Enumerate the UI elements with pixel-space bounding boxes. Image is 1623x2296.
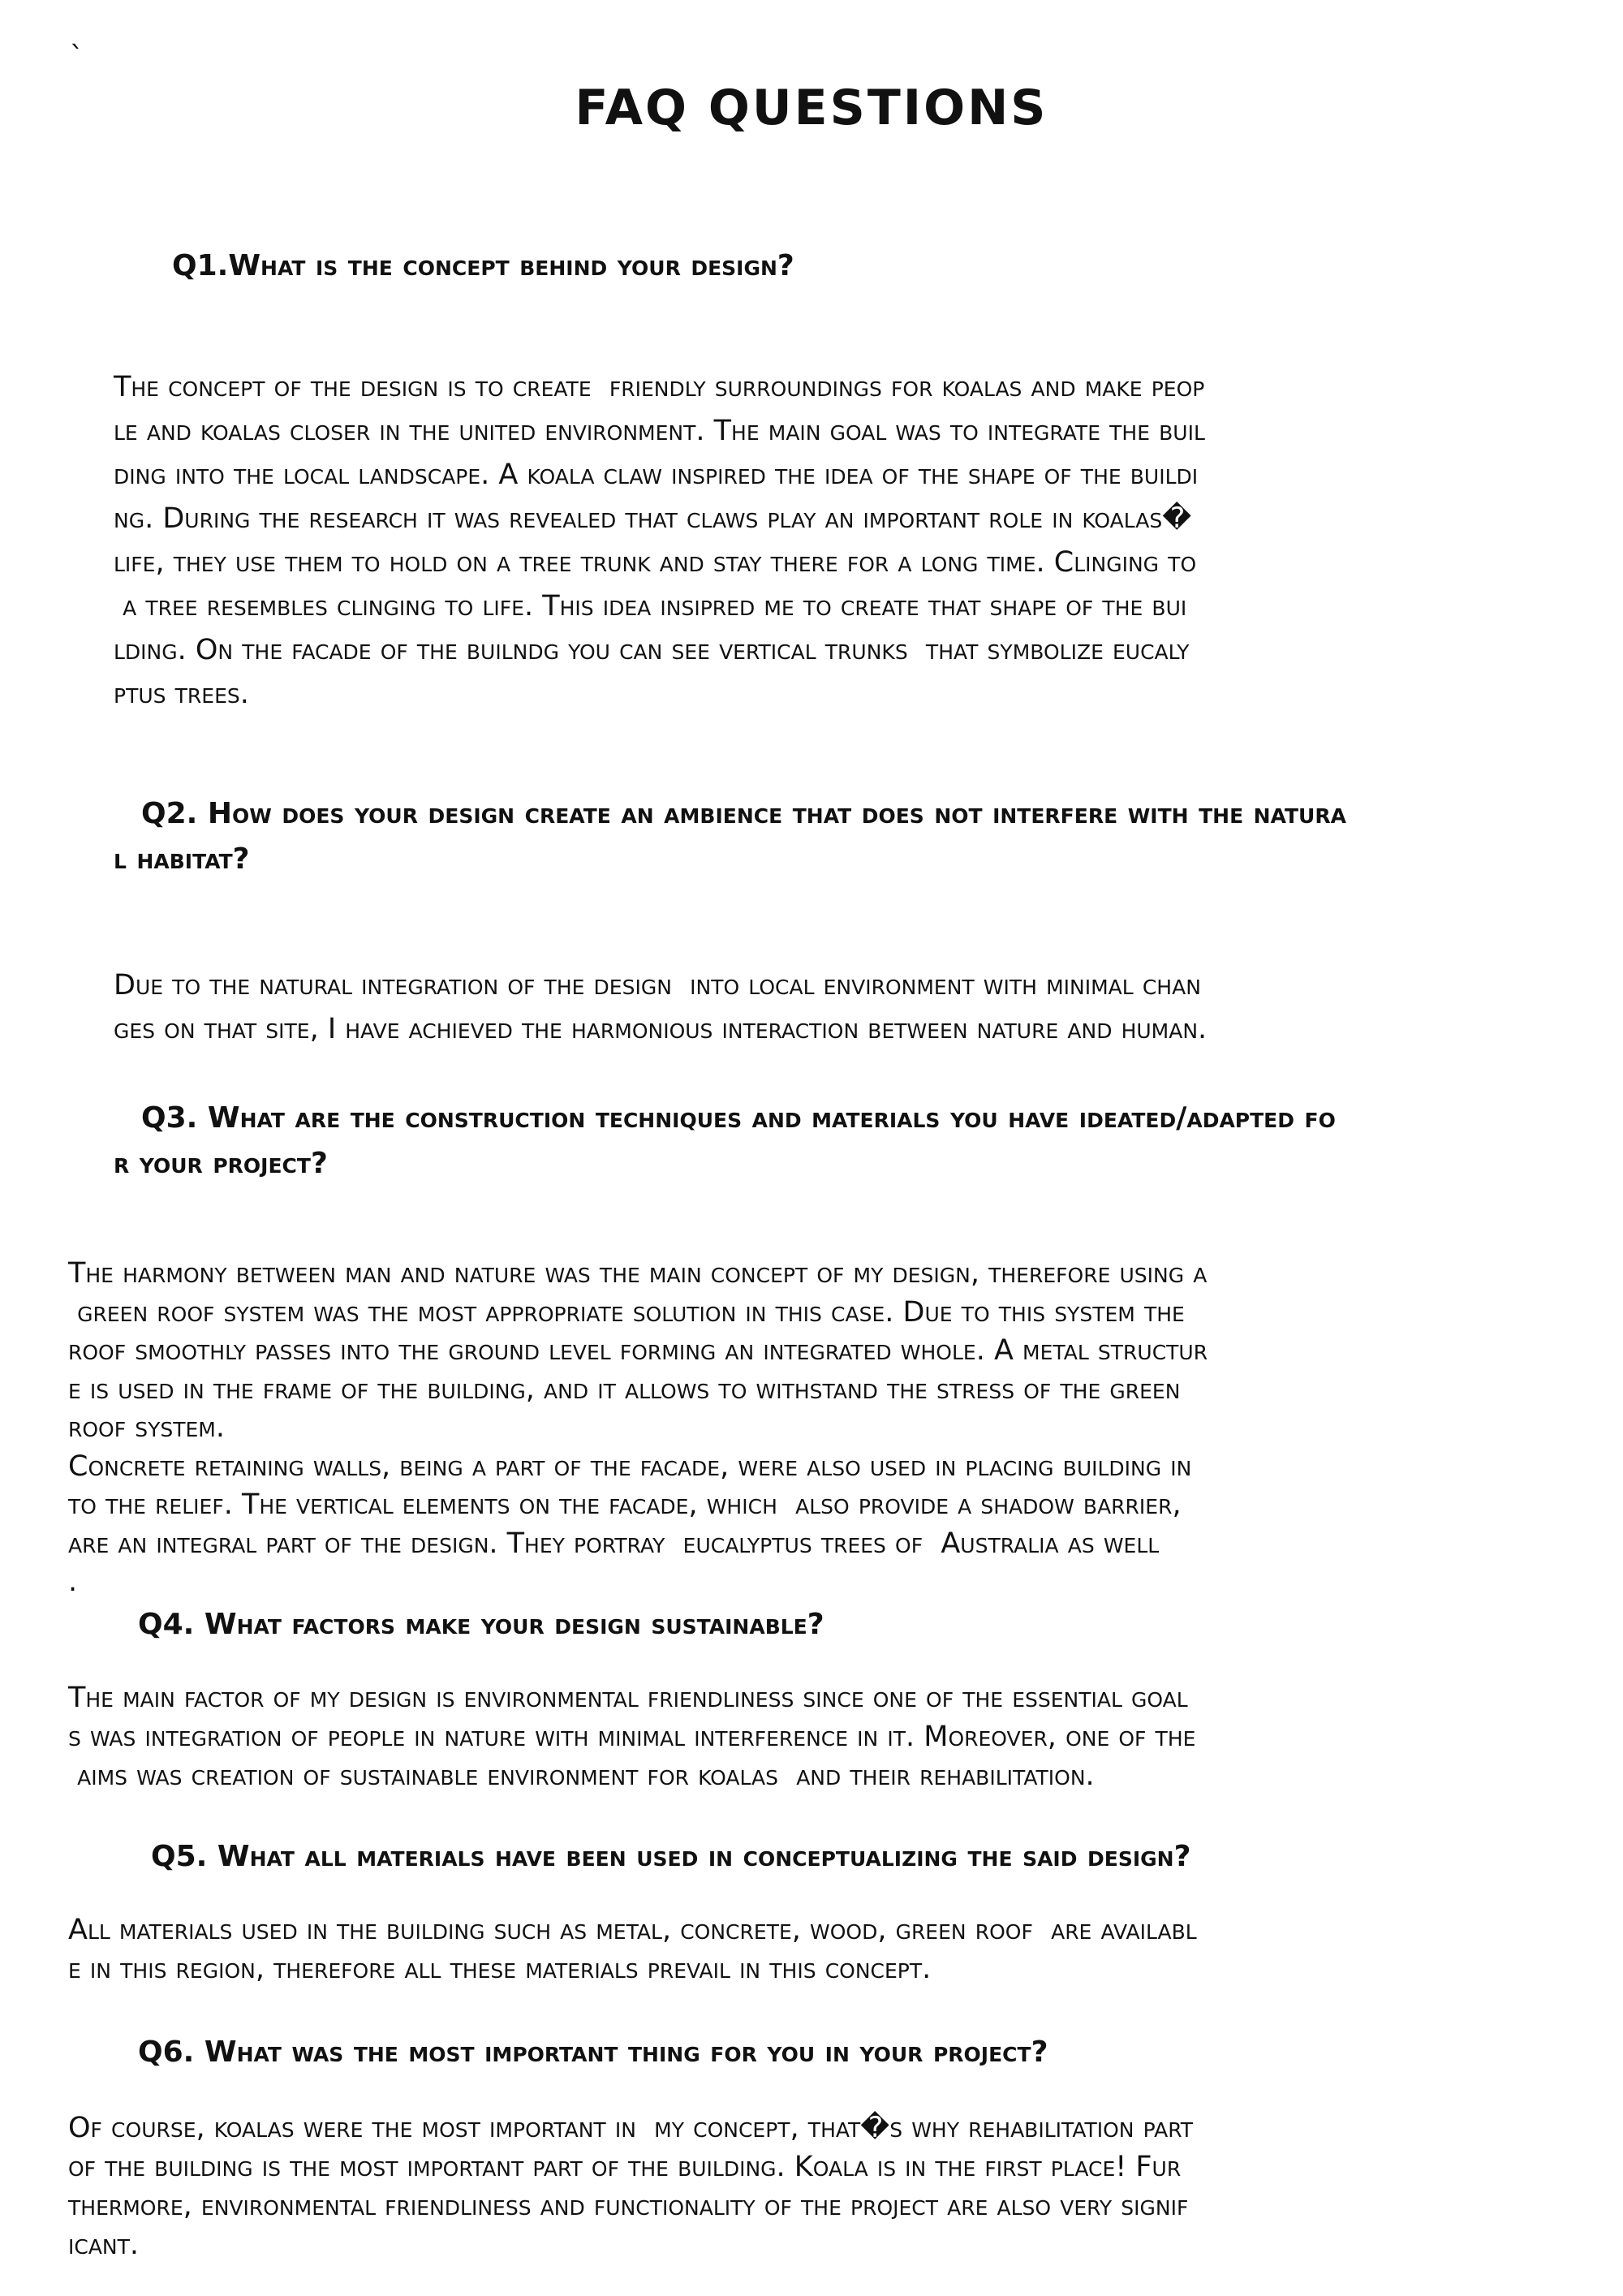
answer-line: to the relief. The vertical elements on the facade, which also provide a shadow barrier, [68,1488,1182,1521]
answer-line: Due to the natural integration of the design into local environment with minimal chan [114,969,1201,1002]
question-line: Q2. How does your design create an ambience that does not interfere with the natura [141,797,1346,830]
answer-line: All materials used in the building such as metal, concrete, wood, green roof are availabl [68,1914,1197,1946]
answer-line: roof system. [68,1411,226,1444]
answer-line: a tree resembles clinging to life. This idea insipred me to create that shape of the bui [114,590,1187,622]
faq-question-5 [151,1834,1190,1880]
answer-line: le and koalas closer in the united environment. The main goal was to integrate the buil [114,415,1205,447]
answer-line: roof smoothly passes into the ground level forming an integrated whole. A metal structur [68,1334,1208,1367]
answer-line: . [68,1566,78,1598]
faq-answer-5 [68,1910,1197,1988]
answer-line: ng. During the research it was revealed that claws play an important role in koalas� [114,502,1192,535]
answer-line: Concrete retaining walls, being a part of the facade, were also used in placing building in [68,1450,1192,1483]
page-title: FAQ QUESTIONS [575,80,1048,136]
answer-line: e in this region, therefore all these materials prevail in this concept. [68,1953,932,1985]
answer-line: ges on that site, I have achieved the harmonious interaction between nature and human. [114,1013,1208,1045]
question-line: Q3. What are the construction techniques and materials you have ideated/adapted fo [141,1101,1336,1135]
faq-answer-1 [114,365,1205,716]
answer-line: green roof system was the most appropriate solution in this case. Due to this system the [68,1295,1185,1329]
answer-line: s was integration of people in nature with minimal interference in it. Moreover, one of the [68,1721,1196,1753]
answer-line: The main factor of my design is environmental friendliness since one of the essential goal [68,1682,1188,1714]
faq-question-2 [114,791,1346,882]
answer-line: of the building is the most important part of the building. Koala is in the first place! Fur [68,2151,1182,2183]
question-line: Q1.What is the concept behind your design? [172,249,794,282]
answer-line: life, they use them to hold on a tree trunk and stay there for a long time. Clinging to [114,546,1197,579]
faq-answer-6 [68,2109,1193,2264]
question-line: Q6. What was the most important thing for you in your project? [138,2035,1048,2069]
faq-answer-4 [68,1678,1195,1795]
answer-line: are an integral part of the design. They portray eucalyptus trees of Australia as well [68,1527,1160,1560]
faq-answer-2 [114,963,1207,1051]
stray-mark: ` [70,41,84,73]
answer-line: ptus trees. [114,678,249,710]
faq-question-1 [172,243,794,289]
answer-line: Of course, koalas were the most important in my concept, that�s why rehabilitation part [68,2112,1194,2144]
answer-line: The harmony between man and nature was the main concept of my design, therefore using a [68,1257,1208,1290]
faq-question-3 [114,1096,1336,1187]
question-line: r your project? [114,1147,328,1180]
faq-question-4 [138,1602,824,1648]
question-line: Q4. What factors make your design sustainable? [138,1608,824,1641]
question-line: Q5. What all materials have been used in conceptualizing the said design? [151,1840,1191,1873]
question-line: l habitat? [114,842,250,876]
answer-line: ding into the local landscape. A koala claw inspired the idea of the shape of the buildi [114,459,1199,491]
answer-line: e is used in the frame of the building, and it allows to withstand the stress of the green [68,1372,1181,1406]
answer-line: icant. [68,2229,140,2261]
answer-line: lding. On the facade of the builndg you can see vertical trunks that symbolize eucaly [114,634,1190,666]
answer-line: thermore, environmental friendliness and functionality of the project are also very signif [68,2190,1189,2222]
faq-question-6 [138,2030,1048,2075]
answer-line: The concept of the design is to create friendly surroundings for koalas and make peop [114,371,1205,403]
answer-line: aims was creation of sustainable environment for koalas and their rehabilitation. [68,1760,1095,1792]
faq-answer-3 [68,1255,1208,1602]
